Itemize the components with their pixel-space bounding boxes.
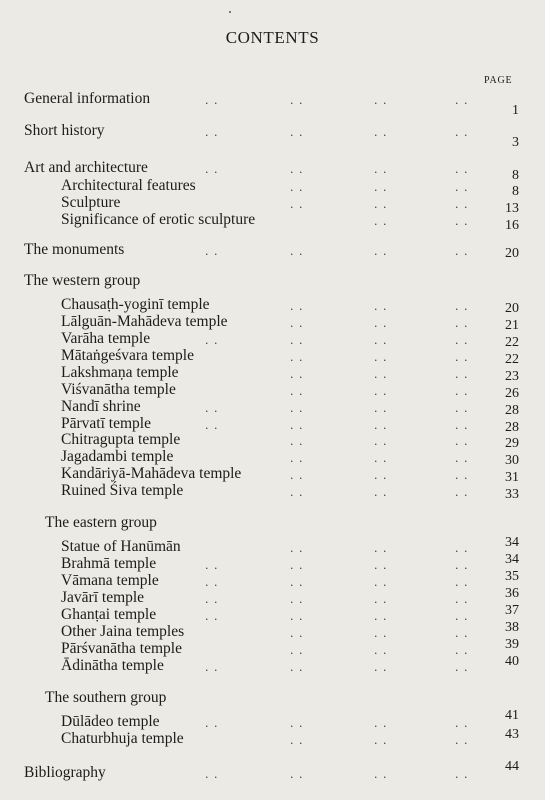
dot-leader: . .	[374, 385, 388, 398]
dot-leader: . .	[455, 717, 469, 730]
dot-leader: . .	[455, 644, 469, 657]
dot-leader: . .	[374, 768, 388, 781]
toc-entry-title: Ruined Śiva temple	[61, 482, 184, 499]
dot-leader: . .	[374, 717, 388, 730]
toc-entry	[0, 296, 545, 316]
toc-entry	[0, 381, 545, 401]
dot-leader: . .	[290, 181, 304, 194]
dot-leader: . .	[374, 163, 388, 176]
toc-entry-page-number: 41	[505, 708, 519, 723]
toc-entry-title: Lālguān-Mahādeva temple	[61, 313, 228, 330]
dot-leader: . .	[290, 559, 304, 572]
dot-leader: . .	[290, 768, 304, 781]
toc-entry-page-number: 1	[512, 103, 519, 118]
dot-leader: . .	[455, 486, 469, 499]
dot-leader: . .	[290, 334, 304, 347]
toc-entry-page-number: 36	[505, 586, 519, 601]
toc-entry	[0, 177, 545, 199]
dot-leader: . .	[290, 163, 304, 176]
dot-leader: . .	[290, 351, 304, 364]
dot-leader: . .	[455, 94, 469, 107]
dot-leader: . .	[455, 452, 469, 465]
dot-leader: . .	[455, 610, 469, 623]
dot-leader: . .	[455, 469, 469, 482]
toc-entry-title: Chausaṭh-yoginī temple	[61, 296, 210, 313]
dot-leader: . .	[205, 419, 219, 432]
toc-entry-page-number: 3	[512, 135, 519, 150]
dot-leader: . .	[290, 734, 304, 747]
dot-leader: . .	[455, 334, 469, 347]
toc-entry	[0, 603, 545, 623]
toc-entry-title: Javārī temple	[61, 589, 145, 606]
dot-leader: . .	[374, 198, 388, 211]
toc-entry	[0, 708, 545, 730]
toc-entry-title: Mātaṅgeśvara temple	[61, 347, 194, 364]
ink-speck	[229, 11, 231, 13]
dot-leader: . .	[205, 163, 219, 176]
dot-leader: . .	[374, 559, 388, 572]
toc-entry-page-number: 37	[505, 603, 519, 618]
toc-entry-title: The monuments	[24, 241, 125, 258]
dot-leader: . .	[290, 317, 304, 330]
toc-entry-page-number: 43	[505, 727, 519, 742]
toc-entry-page-number: 39	[505, 637, 519, 652]
toc-entry-page-number: 38	[505, 620, 519, 635]
toc-entry	[0, 347, 545, 367]
dot-leader: . .	[290, 644, 304, 657]
dot-leader: . .	[290, 469, 304, 482]
toc-entry	[0, 759, 545, 781]
toc-entry-title: Vāmana temple	[61, 572, 159, 589]
dot-leader: . .	[290, 300, 304, 313]
toc-entry	[0, 569, 545, 589]
dot-leader: . .	[205, 768, 219, 781]
toc-entry-title: The southern group	[45, 689, 167, 706]
toc-entry	[0, 482, 545, 502]
toc-entry	[0, 330, 545, 350]
dot-leader: . .	[205, 717, 219, 730]
toc-entry	[0, 535, 545, 555]
toc-entry	[0, 241, 545, 261]
toc-entry-title: Ādinātha temple	[61, 657, 164, 674]
toc-entry	[0, 159, 545, 183]
dot-leader: . .	[205, 610, 219, 623]
toc-entry-title: Chitragupta temple	[61, 431, 181, 448]
dot-leader: . .	[290, 198, 304, 211]
dot-leader: . .	[374, 435, 388, 448]
toc-entry	[0, 620, 545, 640]
dot-leader: . .	[455, 245, 469, 258]
dot-leader: . .	[205, 576, 219, 589]
toc-entry-page-number: 20	[505, 301, 519, 316]
dot-leader: . .	[374, 542, 388, 555]
dot-leader: . .	[455, 402, 469, 415]
dot-leader: . .	[374, 317, 388, 330]
dot-leader: . .	[290, 402, 304, 415]
dot-leader: . .	[374, 593, 388, 606]
dot-leader: . .	[455, 419, 469, 432]
dot-leader: . .	[290, 542, 304, 555]
toc-entry-title: Pārvatī temple	[61, 415, 151, 432]
dot-leader: . .	[455, 542, 469, 555]
toc-entry-page-number: 28	[505, 420, 519, 435]
dot-leader: . .	[290, 486, 304, 499]
toc-entry	[0, 586, 545, 606]
toc-entry-page-number: 20	[505, 246, 519, 261]
toc-entry	[0, 637, 545, 657]
dot-leader: . .	[205, 593, 219, 606]
dot-leader: . .	[455, 368, 469, 381]
toc-entry	[0, 272, 545, 289]
dot-leader: . .	[290, 385, 304, 398]
dot-leader: . .	[374, 215, 388, 228]
toc-entry-title: Statue of Hanūmān	[61, 538, 181, 555]
toc-entry-title: Lakshmaṇa temple	[61, 364, 179, 381]
dot-leader: . .	[374, 368, 388, 381]
dot-leader: . .	[374, 181, 388, 194]
dot-leader: . .	[205, 661, 219, 674]
dot-leader: . .	[205, 334, 219, 347]
toc-entry	[0, 313, 545, 333]
dot-leader: . .	[374, 576, 388, 589]
toc-entry-title: Varāha temple	[61, 330, 151, 347]
dot-leader: . .	[455, 181, 469, 194]
toc-entry-page-number: 26	[505, 386, 519, 401]
dot-leader: . .	[455, 627, 469, 640]
dot-leader: . .	[290, 661, 304, 674]
toc-entry-title: Art and architecture	[24, 159, 148, 176]
dot-leader: . .	[455, 559, 469, 572]
dot-leader: . .	[374, 351, 388, 364]
dot-leader: . .	[374, 486, 388, 499]
dot-leader: . .	[455, 198, 469, 211]
dot-leader: . .	[455, 300, 469, 313]
toc-entry-title: Brahmā temple	[61, 555, 157, 572]
toc-entry	[0, 727, 545, 747]
dot-leader: . .	[374, 402, 388, 415]
toc-entry	[0, 514, 545, 531]
toc-entry-title: Sculpture	[61, 194, 121, 211]
toc-entry-page-number: 30	[505, 453, 519, 468]
toc-entry-title: Ghanṭai temple	[61, 606, 157, 623]
dot-leader: . .	[455, 435, 469, 448]
toc-entry-title: Dūlādeo temple	[61, 713, 160, 730]
toc-entry	[0, 448, 545, 468]
toc-entry-page-number: 34	[505, 535, 519, 550]
toc-entry-page-number: 28	[505, 403, 519, 418]
dot-leader: . .	[374, 661, 388, 674]
dot-leader: . .	[290, 452, 304, 465]
dot-leader: . .	[205, 559, 219, 572]
toc-entry-title: Chaturbhuja temple	[61, 730, 184, 747]
toc-entry-title: The western group	[24, 272, 141, 289]
toc-entry	[0, 415, 545, 435]
dot-leader: . .	[290, 627, 304, 640]
toc-entry-page-number: 8	[512, 168, 519, 183]
dot-leader: . .	[374, 245, 388, 258]
dot-leader: . .	[205, 94, 219, 107]
toc-entry-page-number: 22	[505, 335, 519, 350]
toc-entry-title: Short history	[24, 122, 105, 139]
dot-leader: . .	[455, 317, 469, 330]
toc-entry-page-number: 8	[512, 184, 519, 199]
dot-leader: . .	[290, 717, 304, 730]
dot-leader: . .	[455, 215, 469, 228]
dot-leader: . .	[290, 576, 304, 589]
dot-leader: . .	[290, 94, 304, 107]
toc-entry-page-number: 29	[505, 436, 519, 451]
toc-entry-page-number: 40	[505, 654, 519, 669]
dot-leader: . .	[205, 126, 219, 139]
toc-entry	[0, 552, 545, 572]
toc-entry	[0, 654, 545, 674]
toc-entry-title: Other Jaina temples	[61, 623, 185, 640]
dot-leader: . .	[290, 419, 304, 432]
dot-leader: . .	[374, 644, 388, 657]
dot-leader: . .	[290, 126, 304, 139]
toc-entry-title: General information	[24, 90, 151, 107]
toc-entry-page-number: 16	[505, 218, 519, 233]
toc-entry-page-number: 35	[505, 569, 519, 584]
toc-entry-page-number: 31	[505, 470, 519, 485]
toc-entry-title: Viśvanātha temple	[61, 381, 176, 398]
toc-entry	[0, 90, 545, 118]
toc-entry	[0, 689, 545, 706]
dot-leader: . .	[205, 402, 219, 415]
toc-entry-title: Significance of erotic sculpture	[61, 211, 256, 228]
dot-leader: . .	[374, 627, 388, 640]
toc-entry	[0, 431, 545, 451]
dot-leader: . .	[455, 661, 469, 674]
toc-entry	[0, 465, 545, 485]
dot-leader: . .	[455, 163, 469, 176]
toc-entry-page-number: 13	[505, 201, 519, 216]
dot-leader: . .	[455, 351, 469, 364]
toc-entry-page-number: 23	[505, 369, 519, 384]
toc-entry-title: Jagadambi temple	[61, 448, 174, 465]
toc-entry	[0, 398, 545, 418]
dot-leader: . .	[374, 334, 388, 347]
toc-entry-title: The eastern group	[45, 514, 157, 531]
dot-leader: . .	[374, 94, 388, 107]
toc-entry-page-number: 21	[505, 318, 519, 333]
toc-entry	[0, 211, 545, 233]
toc-entry-page-number: 33	[505, 487, 519, 502]
toc-entry-page-number: 34	[505, 552, 519, 567]
dot-leader: . .	[374, 469, 388, 482]
dot-leader: . .	[455, 576, 469, 589]
toc-entry	[0, 364, 545, 384]
dot-leader: . .	[455, 126, 469, 139]
dot-leader: . .	[290, 368, 304, 381]
dot-leader: . .	[455, 385, 469, 398]
toc-entry-title: Kandāriyā-Mahādeva temple	[61, 465, 242, 482]
dot-leader: . .	[374, 126, 388, 139]
dot-leader: . .	[374, 419, 388, 432]
toc-entry-title: Bibliography	[24, 764, 106, 781]
page-column-header: PAGE	[484, 75, 513, 86]
toc-entry-page-number: 44	[505, 759, 519, 774]
dot-leader: . .	[290, 245, 304, 258]
dot-leader: . .	[290, 610, 304, 623]
dot-leader: . .	[374, 610, 388, 623]
page-title: CONTENTS	[225, 28, 320, 47]
dot-leader: . .	[374, 300, 388, 313]
dot-leader: . .	[290, 435, 304, 448]
dot-leader: . .	[455, 768, 469, 781]
dot-leader: . .	[374, 452, 388, 465]
toc-entry-title: Architectural features	[61, 177, 196, 194]
toc-entry	[0, 122, 545, 150]
dot-leader: . .	[455, 593, 469, 606]
toc-entry	[0, 194, 545, 216]
toc-entry-page-number: 22	[505, 352, 519, 367]
dot-leader: . .	[455, 734, 469, 747]
dot-leader: . .	[290, 593, 304, 606]
toc-entry-title: Nandī shrine	[61, 398, 141, 415]
dot-leader: . .	[374, 734, 388, 747]
dot-leader: . .	[205, 245, 219, 258]
toc-entry-title: Pārśvanātha temple	[61, 640, 182, 657]
